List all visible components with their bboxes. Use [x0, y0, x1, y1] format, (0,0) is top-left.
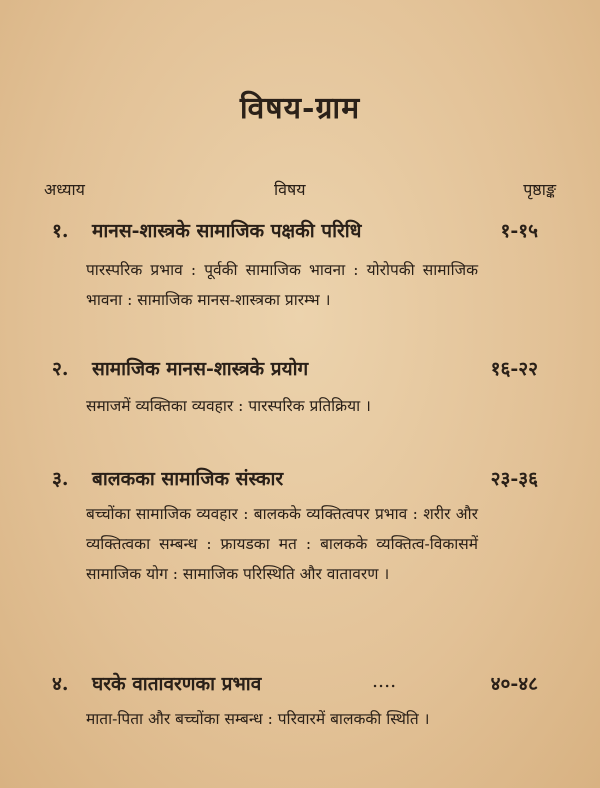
- toc-entry: [0, 465, 600, 583]
- header-subject: विषय: [274, 180, 306, 199]
- toc-entry: [0, 670, 600, 728]
- entry-pages: १-१५: [500, 220, 538, 242]
- entry-heading: [0, 217, 600, 247]
- entry-number: १.: [52, 220, 69, 242]
- entry-title: मानस-शास्त्रके सामाजिक पक्षकी परिधि: [92, 220, 362, 242]
- page-title: विषय-ग्राम: [239, 91, 361, 126]
- entry-description: पारस्परिक प्रभाव : पूर्वकी सामाजिक भावना : योरोपकी सामाजिक भावना : सामाजिक मानस-शास्त्रका प्रारम्भ ।: [86, 261, 478, 309]
- header-chapter: अध्याय: [44, 180, 85, 199]
- entry-description: बच्चोंका सामाजिक व्यवहार : बालकके व्यक्तित्वपर प्रभाव : शरीर और व्यक्तित्वका सम्बन्ध : फ्रायडका मत : बालकके व्यक्तित्व-विकासमें सामाजिक योग : सामाजिक परिस्थिति और वातावरण ।: [86, 505, 478, 583]
- toc-entry: [0, 355, 600, 415]
- toc-entry: [0, 217, 600, 309]
- header-page: पृष्ठाङ्क: [523, 180, 556, 199]
- entry-number: २.: [52, 358, 69, 380]
- entry-heading: [0, 670, 600, 700]
- entry-description: माता-पिता और बच्चोंका सम्बन्ध : परिवारमें बालककी स्थिति ।: [86, 710, 430, 728]
- entry-leader-dots: ....: [372, 670, 397, 692]
- entry-title: घरके वातावरणका प्रभाव: [92, 673, 262, 695]
- entry-pages: १६-२२: [490, 358, 538, 380]
- entry-number: ३.: [52, 468, 69, 490]
- entry-heading: [0, 465, 600, 495]
- entry-description: समाजमें व्यक्तिका व्यवहार : पारस्परिक प्रतिक्रिया ।: [86, 397, 371, 415]
- entry-pages: २३-३६: [490, 468, 538, 490]
- column-headers: [44, 178, 556, 202]
- entry-number: ४.: [52, 673, 69, 695]
- entry-heading: [0, 355, 600, 385]
- entry-title: सामाजिक मानस-शास्त्रके प्रयोग: [92, 358, 309, 380]
- entry-pages: ४०-४८: [490, 673, 538, 695]
- entry-title: बालकका सामाजिक संस्कार: [92, 468, 284, 490]
